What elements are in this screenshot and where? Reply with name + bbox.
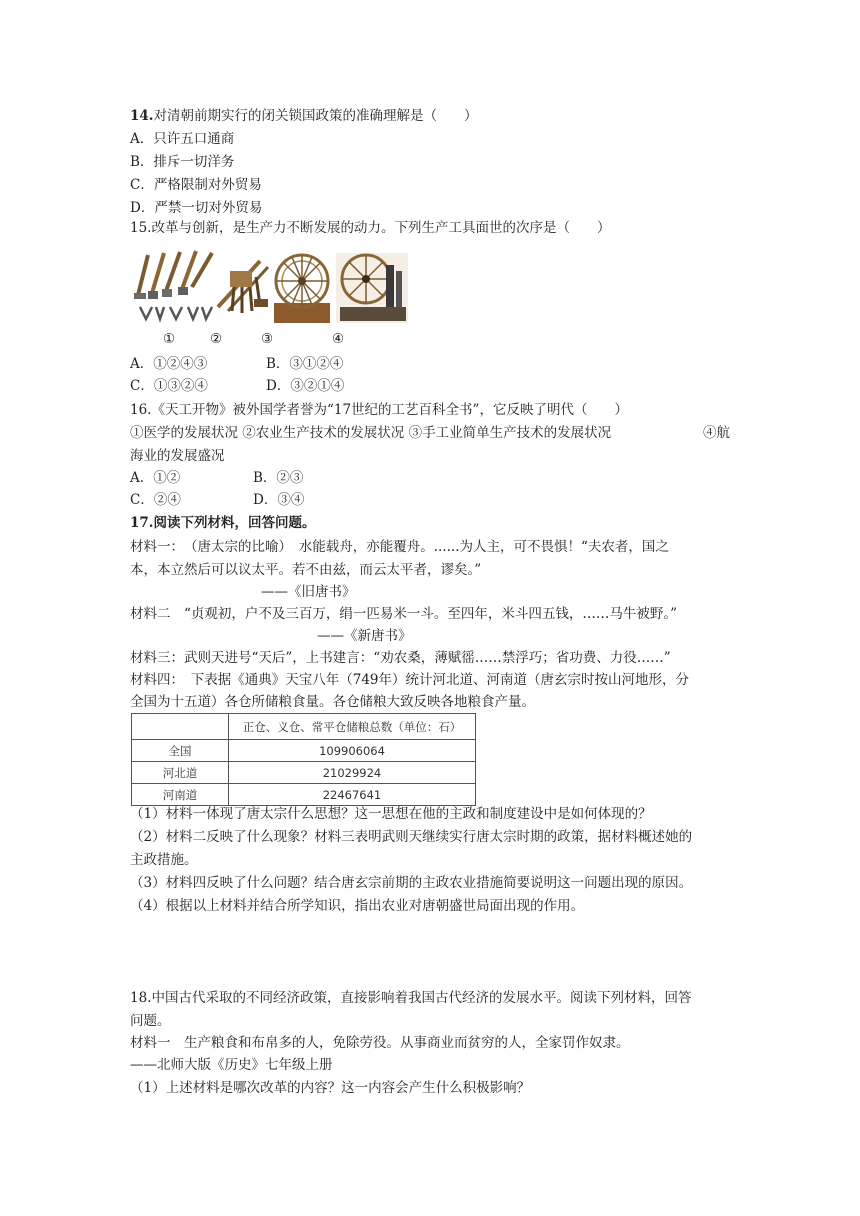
q16-option-c: C．②④	[130, 492, 181, 508]
q15-stem: 15.改革与创新，是生产力不断发展的动力。下列生产工具面世的次序是（ ）	[130, 220, 611, 236]
q14-number: 14.	[130, 108, 154, 124]
q17-sub1: （1）材料一体现了唐太宗什么思想？这一思想在他的主政和制度建设中是如何体现的？	[130, 806, 652, 822]
q16-choices-text: ①医学的发展状况 ②农业生产技术的发展状况 ③手工业简单生产技术的发展状况	[130, 425, 612, 441]
table-row	[132, 762, 476, 784]
farm-tools-illustration	[134, 251, 212, 319]
production-tools-image	[130, 247, 410, 325]
q17-stem: 17.阅读下列材料，回答问题。	[130, 515, 316, 531]
q16-option-d: D．③④	[253, 492, 305, 508]
q16-choices-line	[130, 422, 611, 444]
q16-option-b: B．②③	[253, 470, 304, 486]
q17-sub4: （4）根据以上材料并结合所学知识，指出农业对唐朝盛世局面出现的作用。	[130, 898, 585, 914]
grain-storage-table	[131, 713, 476, 806]
table-row-value: 109906064	[229, 740, 476, 762]
q15-option-d: D．③②①④	[266, 378, 345, 394]
q17-material1-line1: 材料一： （唐太宗的比喻） 水能载舟，亦能覆舟。......为人主，可不畏惧！“夫农者，国之	[130, 539, 669, 555]
q14-text: 对清朝前期实行的闭关锁国政策的准确理解是（ ）	[153, 108, 478, 124]
image-label-1: ①	[163, 331, 176, 347]
q18-sub1: （1）上述材料是哪次改革的内容？这一内容会产生什么积极影响？	[130, 1080, 531, 1096]
seed-drill-illustration	[218, 261, 268, 313]
q17-material1-source: ——《旧唐书》	[261, 584, 356, 600]
spinning-machine-illustration	[336, 253, 408, 323]
q14-stem	[130, 105, 478, 127]
q15-option-c: C．①③②④	[130, 378, 208, 394]
table-row-value: 21029924	[229, 762, 476, 784]
table-row-label: 河南道	[132, 784, 229, 806]
table-header-blank	[132, 714, 229, 740]
q18-stem-line1: 18.中国古代采取的不同经济政策，直接影响着我国古代经济的发展水平。阅读下列材料，回答	[130, 990, 692, 1006]
table-header-row	[132, 714, 476, 740]
q17-sub2-line1: （2）材料二反映了什么现象？材料三表明武则天继续实行唐太宗时期的政策，据材料概述她的	[130, 829, 693, 845]
q17-material4-line1: 材料四： 下表据《通典》天宝八年（749年）统计河北道、河南道（唐玄宗时按山河地形，分	[130, 672, 690, 688]
q15-options-row2	[130, 375, 345, 397]
water-wheel-illustration	[274, 255, 330, 323]
q16-option-a: A．①②	[130, 470, 181, 486]
q14-option-c: C．严格限制对外贸易	[130, 177, 262, 193]
q17-sub2-line2: 主政措施。	[130, 852, 198, 868]
q15-option-b: B．③①②④	[266, 356, 344, 372]
table-header-title: 正仓、义仓、常平仓储粮总数（单位：石）	[229, 714, 476, 740]
q18-stem-line2: 问题。	[130, 1013, 171, 1029]
q17-material4-line2: 全国为十五道）各仓所储粮食量。各仓储粮大致反映各地粮食产量。	[130, 694, 535, 710]
q15-options-row1	[130, 353, 344, 375]
q16-options-row2	[130, 489, 305, 511]
image-labels	[130, 331, 410, 353]
q17-material2: 材料二 “贞观初，户不及三百万，绢一匹易米一斗。至四年，米斗四五钱，……马牛被野。”	[130, 606, 678, 622]
q17-material1-line2: 本，本立然后可以议太平。若不由兹，而云太平者，谬矣。”	[130, 562, 482, 578]
table-row-value: 22467641	[229, 784, 476, 806]
q17-sub3: （3）材料四反映了什么问题？结合唐玄宗前期的主政农业措施简要说明这一问题出现的原因。	[130, 875, 693, 891]
q14-option-d: D．严禁一切对外贸易	[130, 200, 263, 216]
q14-option-a: A．只许五口通商	[130, 131, 235, 147]
image-label-2: ②	[210, 331, 223, 347]
q14-option-b: B．排斥一切洋务	[130, 154, 235, 170]
q18-material1-source: ——北师大版《历史》七年级上册	[130, 1057, 333, 1073]
q17-material3: 材料三：武则天进号“天后”，上书建言：“劝农桑，薄赋徭……禁浮巧；省功费、力役……”	[130, 650, 671, 666]
q16-stem: 16.《天工开物》被外国学者誉为“17世纪的工艺百科全书”，它反映了明代（ ）	[130, 402, 628, 418]
q18-material1: 材料一 生产粮食和布帛多的人，免除劳役。从事商业而贫穷的人，全家罚作奴隶。	[130, 1035, 630, 1051]
table-row	[132, 740, 476, 762]
q17-material2-source: ——《新唐书》	[317, 628, 412, 644]
image-label-4: ④	[332, 331, 345, 347]
table-row-label: 全国	[132, 740, 229, 762]
q15-option-a: A．①②④③	[130, 356, 208, 372]
table-row-label: 河北道	[132, 762, 229, 784]
q16-options-row1	[130, 467, 304, 489]
q16-choice-4-start: ④航	[703, 425, 730, 441]
q16-choice-4-end: 海业的发展盛况	[130, 448, 225, 464]
image-label-3: ③	[261, 331, 274, 347]
